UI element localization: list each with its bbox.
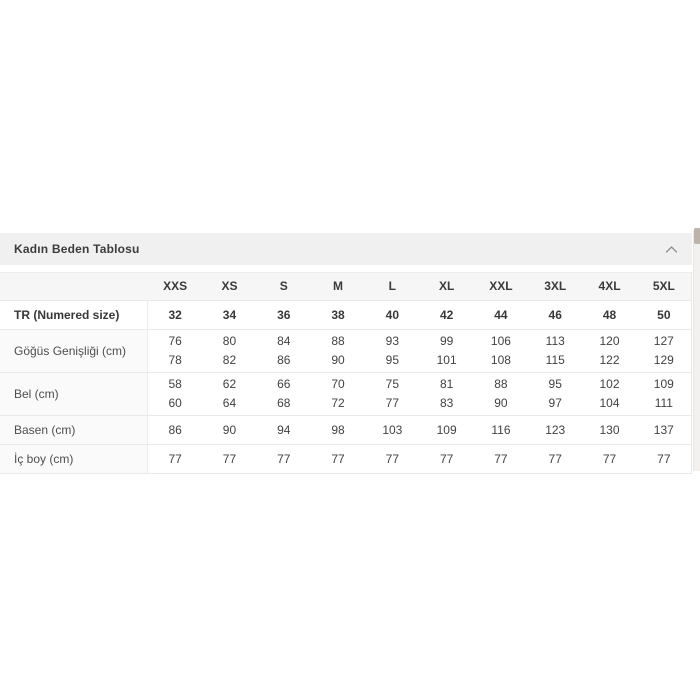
cell-value: 44 [494,307,508,322]
table-cell [365,330,419,372]
table-cell [257,301,311,329]
table-cell [311,416,365,444]
table-cell [419,445,473,473]
cell-value: 90 [331,353,345,367]
cell-value: 90 [222,422,237,437]
cell-value: 88 [331,334,345,348]
row-label: TR (Numered size) [0,301,148,329]
table-cell [474,445,528,473]
cell-value: 77 [277,451,291,466]
table-row [0,445,691,474]
size-column-header: M [333,279,344,293]
cell-value: 40 [385,307,400,322]
row-label: Basen (cm) [0,416,148,444]
cell-value: 113 [545,334,565,348]
table-cell [257,330,311,372]
cell-value: 81 [439,377,454,391]
size-column-header: 5XL [652,279,675,293]
cell-value: 103 [382,422,403,437]
cell-value: 77 [439,451,454,466]
size-column-header: 3XL [544,279,567,293]
table-cell [148,373,202,415]
size-column-header: XL [438,279,455,293]
table-cell [474,416,528,444]
table-cell [528,445,582,473]
cell-value: 109 [653,377,674,391]
size-column-header: L [388,279,396,293]
cell-value: 77 [168,451,182,466]
cell-value: 86 [277,353,291,367]
table-cell [148,301,202,329]
table-cell [257,445,311,473]
row-label: İç boy (cm) [0,445,148,473]
table-cell [365,373,419,415]
chevron-up-icon[interactable] [665,245,678,254]
size-column-header: XXS [163,279,188,293]
cell-value: 77 [602,451,617,466]
table-cell [148,330,202,372]
cell-value: 95 [385,353,400,367]
table-cell [365,445,419,473]
size-column-header: XXL [489,279,513,293]
scrollbar-track[interactable] [693,231,700,471]
spacer [0,265,692,272]
cell-value: 77 [494,451,508,466]
cell-value: 109 [436,422,457,437]
table-cell [637,416,691,444]
table-row [0,330,691,373]
cell-value: 68 [277,396,291,410]
cell-value: 137 [653,422,674,437]
cell-value: 36 [277,307,291,322]
cell-value: 76 [168,334,182,348]
table-cell [637,373,691,415]
size-chart-section [0,233,692,474]
section-title: Kadın Beden Tablosu [14,242,140,256]
cell-value: 34 [222,307,237,322]
cell-value: 116 [491,422,511,437]
table-cell [528,373,582,415]
cell-value: 88 [494,377,508,391]
size-table [0,272,692,474]
cell-value: 84 [277,334,291,348]
size-column-header: XS [221,279,238,293]
table-cell [419,373,473,415]
table-cell [528,416,582,444]
table-cell [311,301,365,329]
cell-value: 77 [385,396,400,410]
table-cell [311,373,365,415]
cell-value: 111 [654,396,673,410]
table-cell [637,330,691,372]
cell-value: 66 [277,377,291,391]
table-cell [311,445,365,473]
table-cell [202,301,256,329]
cell-value: 77 [385,451,400,466]
table-cell [148,445,202,473]
cell-value: 130 [599,422,620,437]
cell-value: 46 [548,307,562,322]
cell-value: 72 [331,396,345,410]
cell-value: 108 [490,353,511,367]
cell-value: 129 [653,353,674,367]
size-header-empty-cell [0,273,148,300]
table-cell [637,301,691,329]
cell-value: 127 [653,334,674,348]
table-row [0,373,691,416]
table-cell [202,445,256,473]
table-cell [474,330,528,372]
cell-value: 93 [385,334,400,348]
cell-value: 83 [439,396,454,410]
cell-value: 50 [657,307,671,322]
cell-value: 95 [548,377,562,391]
table-row [0,301,691,330]
cell-value: 98 [331,422,345,437]
table-cell [257,416,311,444]
row-label: Bel (cm) [0,373,148,415]
cell-value: 82 [222,353,237,367]
cell-value: 80 [222,334,237,348]
table-cell [365,416,419,444]
cell-value: 60 [168,396,182,410]
cell-value: 42 [439,307,454,322]
cell-value: 58 [168,377,182,391]
table-row [0,416,691,445]
size-column-header: 4XL [598,279,621,293]
table-cell [582,416,636,444]
size-column-header: S [279,279,288,293]
table-cell [582,330,636,372]
table-cell [637,445,691,473]
cell-value: 64 [222,396,237,410]
size-chart-accordion-header[interactable] [0,233,692,265]
table-cell [148,416,202,444]
cell-value: 102 [599,377,620,391]
table-cell [528,301,582,329]
cell-value: 122 [599,353,620,367]
cell-value: 99 [439,334,454,348]
table-cell [582,373,636,415]
cell-value: 115 [545,353,565,367]
table-cell [419,330,473,372]
cell-value: 77 [331,451,345,466]
cell-value: 78 [168,353,182,367]
table-cell [202,330,256,372]
cell-value: 48 [602,307,617,322]
cell-value: 62 [222,377,237,391]
cell-value: 120 [599,334,620,348]
table-cell [582,301,636,329]
cell-value: 97 [548,396,562,410]
table-cell [474,301,528,329]
cell-value: 38 [331,307,345,322]
table-cell [365,301,419,329]
cell-value: 77 [222,451,237,466]
table-cell [582,445,636,473]
table-cell [202,373,256,415]
table-cell [419,301,473,329]
table-cell [419,416,473,444]
cell-value: 77 [548,451,562,466]
cell-value: 101 [436,353,457,367]
table-cell [202,416,256,444]
cell-value: 94 [277,422,291,437]
cell-value: 86 [168,422,182,437]
row-label: Göğüs Genişliği (cm) [0,330,148,372]
table-cell [528,330,582,372]
cell-value: 32 [168,307,182,322]
scrollbar-thumb[interactable] [694,228,700,244]
cell-value: 123 [545,422,566,437]
cell-value: 75 [385,377,400,391]
cell-value: 106 [490,334,511,348]
cell-value: 90 [494,396,508,410]
table-cell [311,330,365,372]
table-cell [474,373,528,415]
cell-value: 70 [331,377,345,391]
table-cell [257,373,311,415]
size-header-row [0,273,691,301]
cell-value: 77 [657,451,671,466]
cell-value: 104 [599,396,620,410]
